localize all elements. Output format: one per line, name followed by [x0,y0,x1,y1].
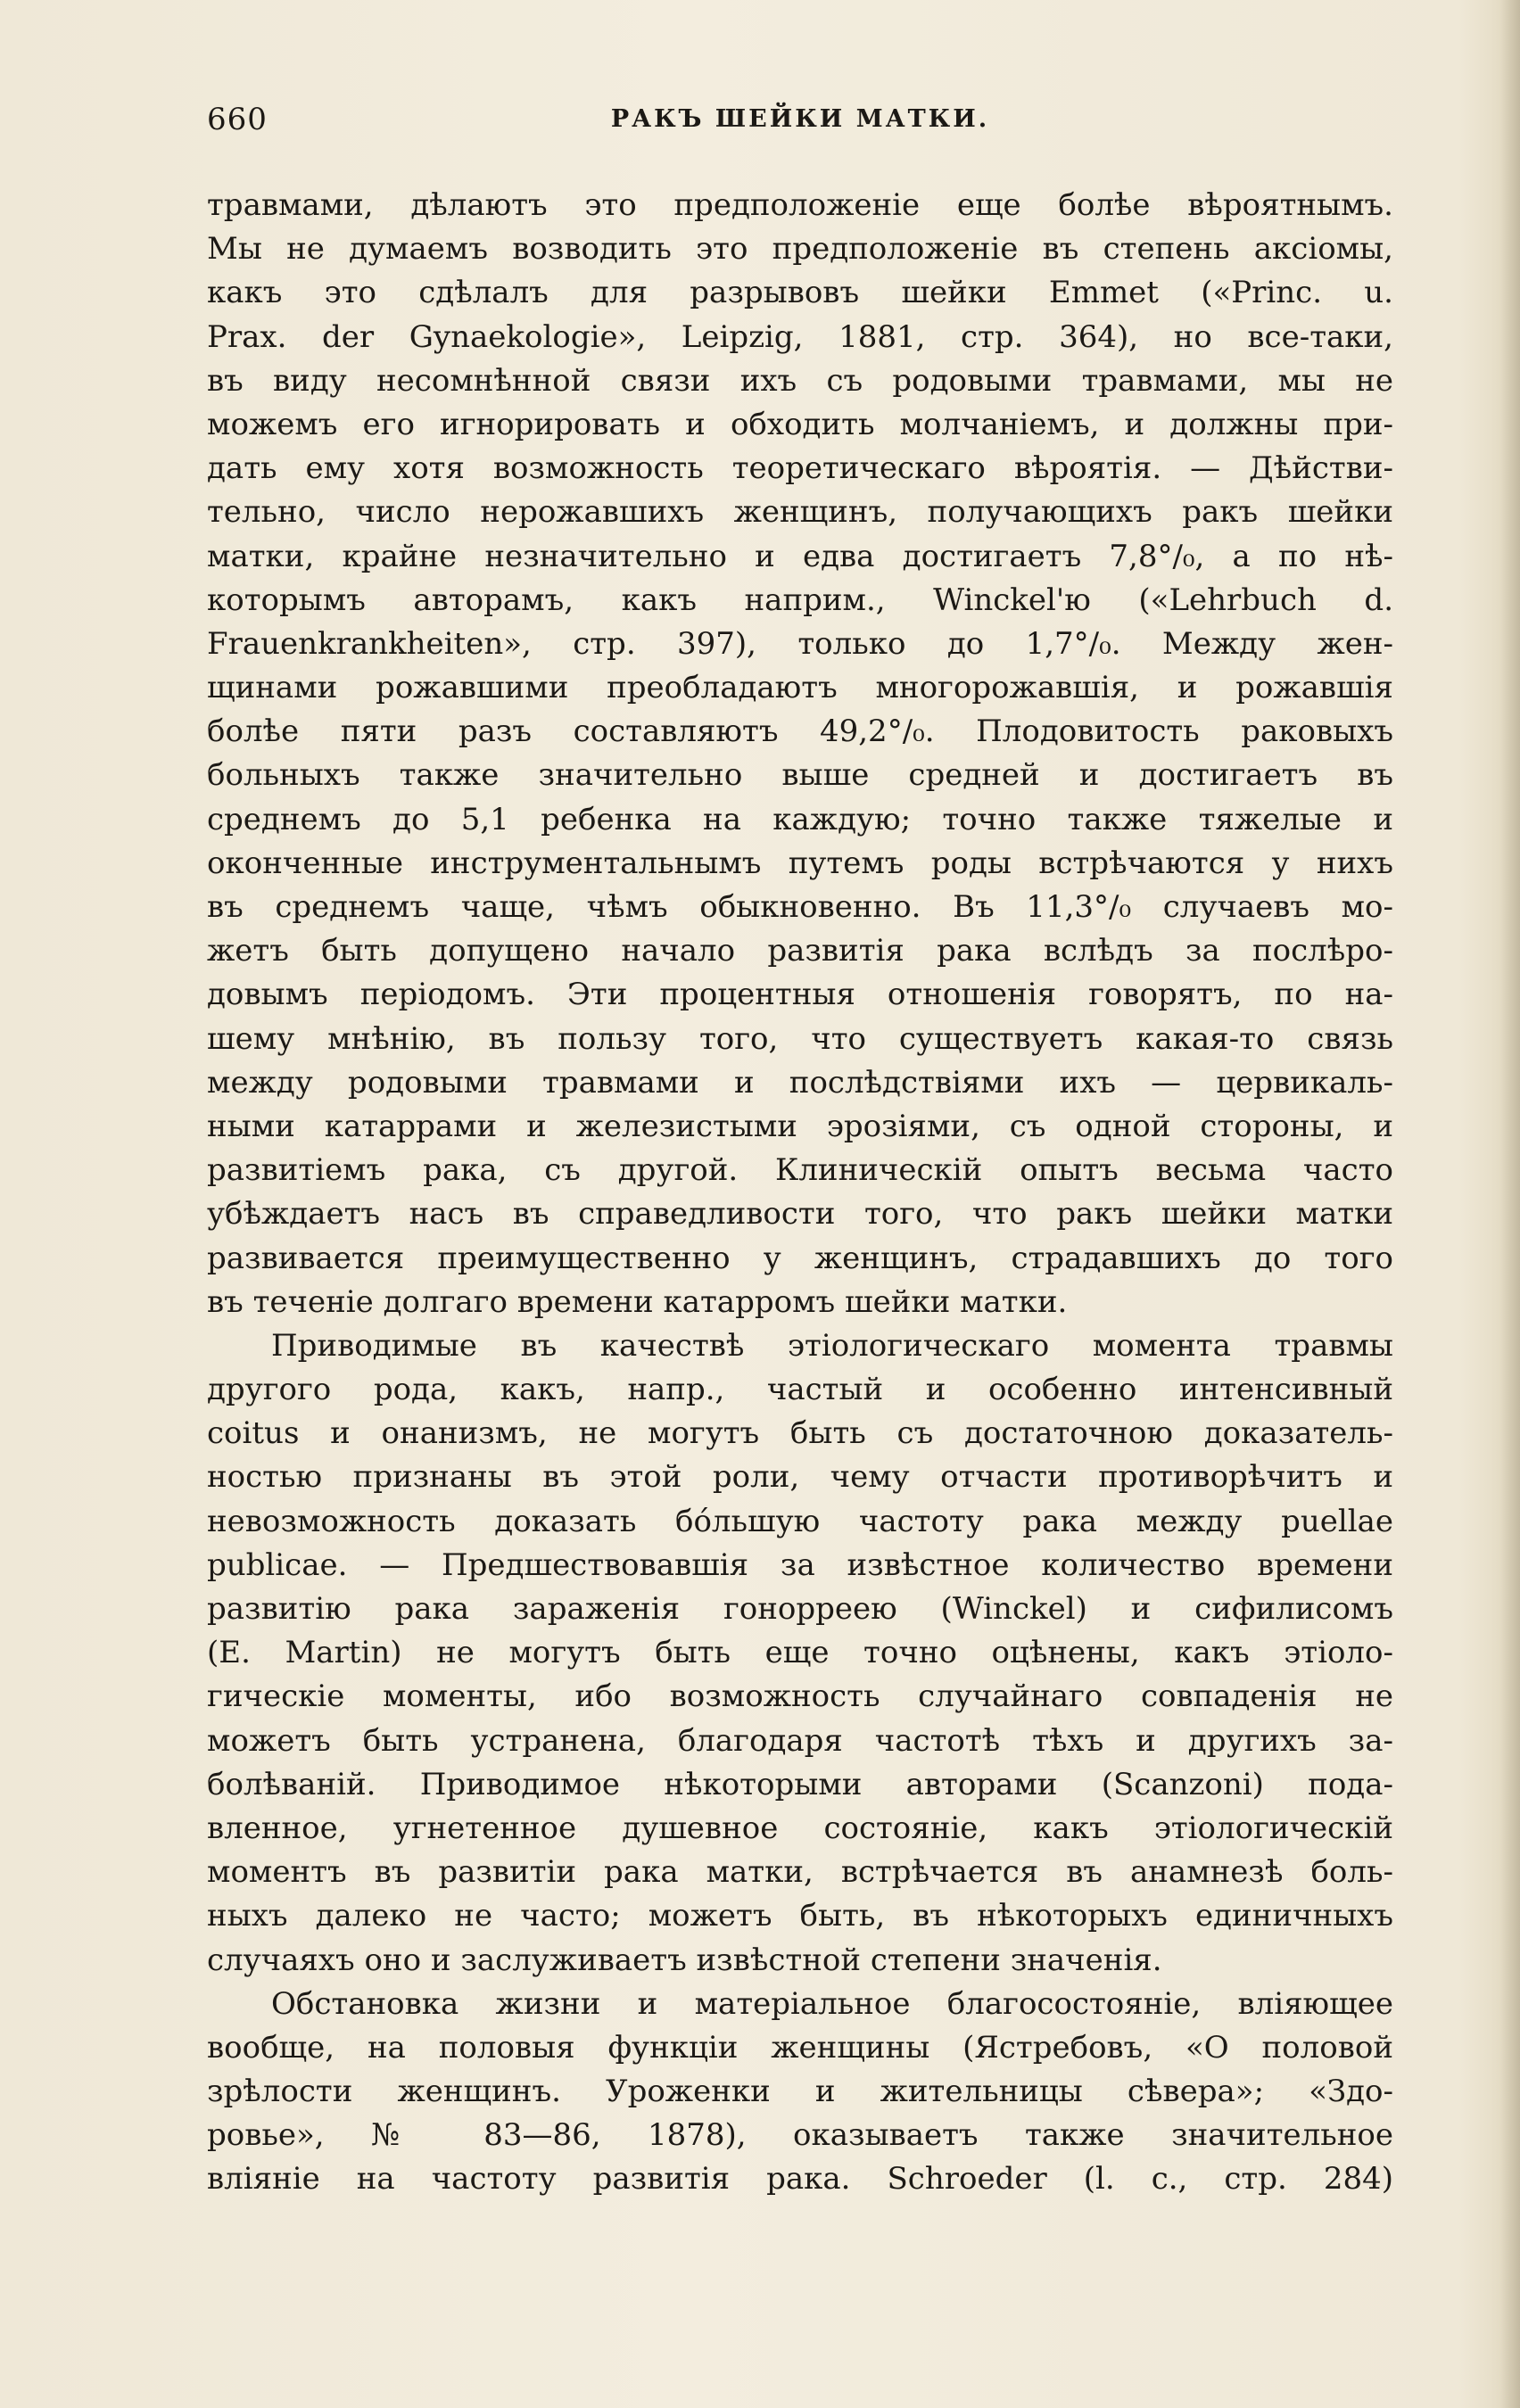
text-line: между родовыми травмами и послѣдствіями ихъ — цервикаль- [207,1064,1393,1101]
text-line: вленное, угнетенное душевное состояніе, какъ этіологическій [207,1810,1393,1846]
text-line: оконченные инструментальнымъ путемъ роды встрѣчаются у нихъ [207,845,1393,881]
text-line: развитіемъ рака, съ другой. Клиническій опытъ весьма часто [207,1152,1393,1189]
text-line: матки, крайне незначительно и едва достигаетъ 7,8°/₀, а по нѣ- [207,538,1393,574]
text-line: тельно, число нерожавшихъ женщинъ, получающихъ ракъ шейки [207,494,1393,531]
body-text [207,184,1393,2202]
text-line: въ виду несомнѣнной связи ихъ съ родовыми травмами, мы не [207,362,1393,399]
text-line: Приводимые въ качествѣ этіологическаго момента травмы [271,1327,1393,1364]
text-line: довымъ періодомъ. Эти процентныя отношенія говорятъ, по на- [207,977,1393,1013]
text-line: вліяніе на частоту развитія рака. Schroeder (l. c., стр. 284) [207,2161,1393,2198]
text-line: въ среднемъ чаще, чѣмъ обыкновенно. Въ 11,3°/₀ случаевъ мо- [207,889,1393,925]
text-line: ровье», № 83—86, 1878), оказываетъ также значительное [207,2117,1393,2154]
text-line: моментъ въ развитіи рака матки, встрѣчается въ анамнезѣ боль- [207,1854,1393,1891]
text-line: болѣваній. Приводимое нѣкоторыми авторами (Scanzoni) пода- [207,1766,1393,1802]
paragraph-1 [207,184,1393,1324]
page-edge-shadow [1500,0,1520,2408]
text-line: publicae. — Предшествовавшія за извѣстное количество времени [207,1546,1393,1583]
text-line: жетъ быть допущено начало развитія рака вслѣдъ за послѣро- [207,933,1393,969]
paragraph-3 [207,1983,1393,2202]
text-line: больныхъ также значительно выше средней и достигаетъ въ [207,757,1393,794]
page-number: 660 [207,102,268,137]
text-line: зрѣлости женщинъ. Уроженки и жительницы сѣвера»; «Здо- [207,2074,1393,2110]
text-line: убѣждаетъ насъ въ справедливости того, что ракъ шейки матки [207,1196,1393,1233]
text-line: дать ему хотя возможность теоретическаго вѣроятія. — Дѣйстви- [207,450,1393,487]
text-line: Обстановка жизни и матеріальное благосостояніе, вліяющее [271,1985,1393,2022]
text-line: болѣе пяти разъ составляютъ 49,2°/₀. Плодовитость раковыхъ [207,713,1393,750]
paragraph-2 [207,1324,1393,1983]
text-line: какъ это сдѣлалъ для разрывовъ шейки Emmet («Princ. u. [207,275,1393,311]
text-line: другого рода, какъ, напр., частый и особенно интенсивный [207,1372,1393,1408]
text-line: coitus и онанизмъ, не могутъ быть съ достаточною доказатель- [207,1415,1393,1452]
text-line: которымъ авторамъ, какъ наприм., Winckel'ю («Lehrbuch d. [207,581,1393,618]
text-line: Мы не думаемъ возводить это предположеніе въ степень аксіомы, [207,231,1393,268]
text-line: вообще, на половыя функціи женщины (Ястребовъ, «О половой [207,2029,1393,2066]
text-line: ностью признаны въ этой роли, чему отчасти противорѣчитъ и [207,1459,1393,1496]
text-line: случаяхъ оно и заслуживаетъ извѣстной степени значенія. [207,1942,1162,1978]
text-line: въ теченіе долгаго времени катарромъ шейки матки. [207,1283,1068,1320]
text-line: можетъ быть устранена, благодаря частотѣ тѣхъ и другихъ за- [207,1722,1393,1759]
text-line: травмами, дѣлаютъ это предположеніе еще болѣе вѣроятнымъ. [207,187,1393,223]
running-title: РАКЪ ШЕЙКИ МАТКИ. [610,105,990,133]
text-line: Prax. der Gynaekologie», Leipzig, 1881, стр. 364), но все-таки, [207,318,1393,355]
text-line: среднемъ до 5,1 ребенка на каждую; точно также тяжелые и [207,801,1393,837]
text-line: развивается преимущественно у женщинъ, страдавшихъ до того [207,1240,1393,1276]
running-head [207,102,1393,146]
text-line: невозможность доказать бóльшую частоту рака между puellae [207,1503,1393,1539]
text-line: шему мнѣнію, въ пользу того, что существуетъ какая-то связь [207,1020,1393,1057]
text-line: гическіе моменты, ибо возможность случайнаго совпаденія не [207,1678,1393,1715]
text-line: Frauenkrankheiten», стр. 397), только до 1,7°/₀. Между жен- [207,625,1393,662]
text-line: (E. Martin) не могутъ быть еще точно оцѣнены, какъ этіоло- [207,1635,1393,1671]
text-line: щинами рожавшими преобладаютъ многорожавшія, и рожавшія [207,670,1393,706]
text-line: ными катаррами и железистыми эрозіями, съ одной стороны, и [207,1108,1393,1144]
text-line: ныхъ далеко не часто; можетъ быть, въ нѣкоторыхъ единичныхъ [207,1898,1393,1934]
text-line: можемъ его игнорировать и обходить молчаніемъ, и должны при- [207,406,1393,442]
text-line: развитію рака зараженія гонорреею (Winckel) и сифилисомъ [207,1591,1393,1627]
